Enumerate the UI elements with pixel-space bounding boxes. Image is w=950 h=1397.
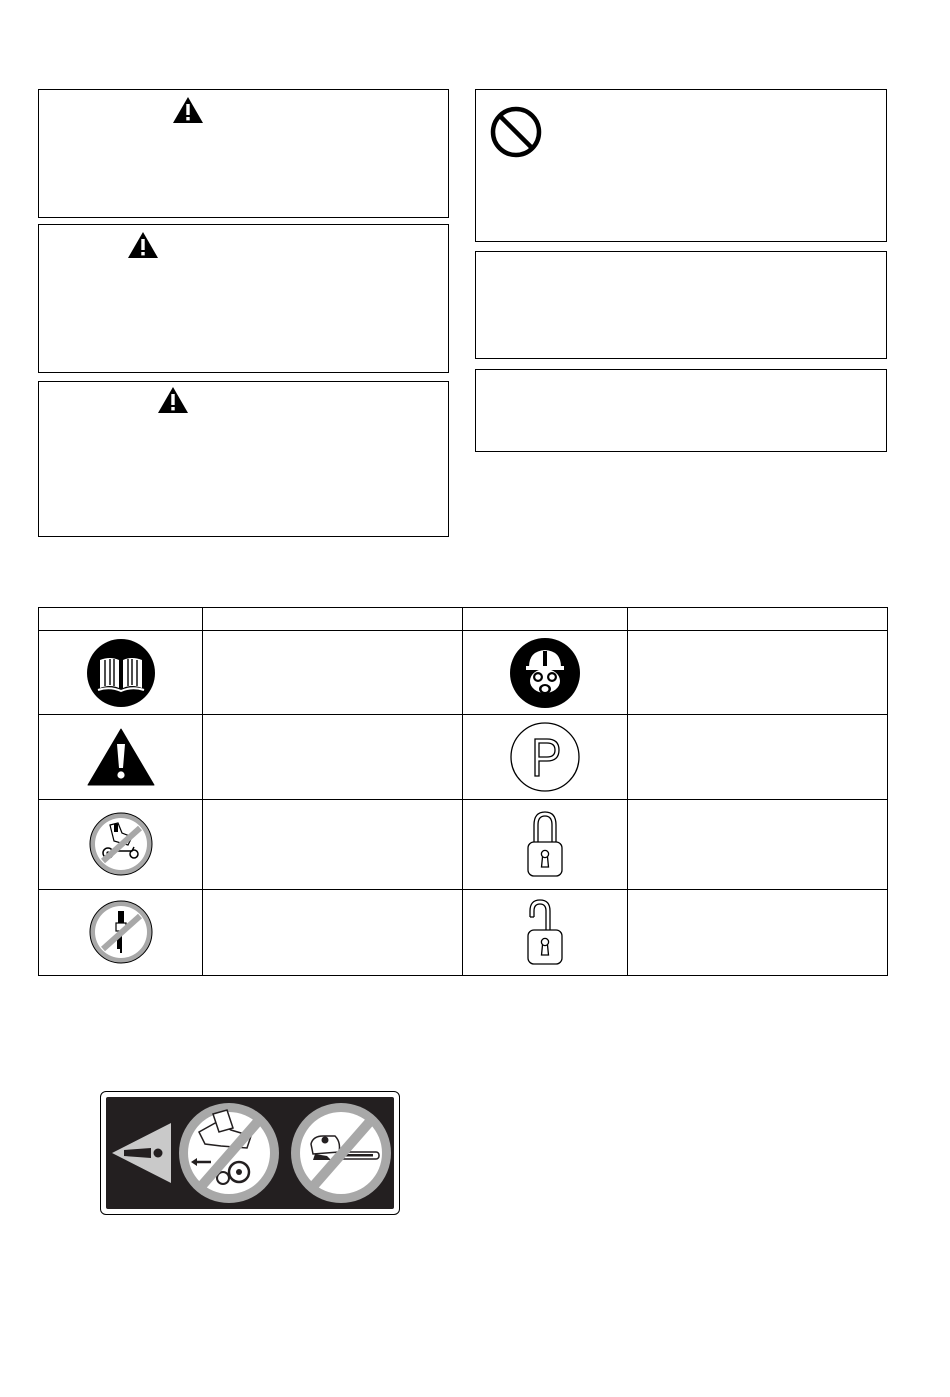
meaning-cell [628,715,888,799]
no-chainsaw-icon [291,1103,391,1203]
warning-triangle-icon [157,386,189,414]
meaning-cell [628,889,888,975]
warning-decal [100,1091,400,1215]
parking-p-icon [509,721,581,793]
notice-box-important [475,369,887,452]
no-wheel-cart-icon [179,1103,279,1203]
header-cell-meaning [628,608,888,631]
table-row [39,715,888,799]
warning-triangle-icon [127,231,159,259]
symbol-cell [463,799,628,889]
table-header-row [39,608,888,631]
meaning-cell [628,799,888,889]
notice-box-prohibited [475,89,887,242]
warning-triangle-icon [87,728,155,786]
symbol-cell [39,889,203,975]
notice-box-caution [38,381,449,537]
read-manual-icon [86,638,156,708]
symbol-cell [39,715,203,799]
meaning-cell [203,799,463,889]
warning-triangle-icon [172,96,204,124]
no-vertical-tool-icon [88,899,154,965]
notice-box-danger [38,89,449,218]
symbol-cell [463,715,628,799]
meaning-cell [203,715,463,799]
no-wheel-cart-icon [88,811,154,877]
symbol-cell [39,799,203,889]
locked-padlock-icon [525,809,565,879]
notice-box-warning [38,224,449,373]
header-cell-symbol [463,608,628,631]
header-cell-symbol [39,608,203,631]
prohibition-icon [488,104,544,160]
symbol-cell [463,889,628,975]
meaning-cell [628,631,888,715]
protective-equipment-icon [509,637,581,709]
table-row [39,799,888,889]
symbol-cell [463,631,628,715]
notice-box-note [475,251,887,359]
symbol-table [38,607,888,976]
table-row [39,631,888,715]
table-row [39,889,888,975]
meaning-cell [203,889,463,975]
header-cell-meaning [203,608,463,631]
unlocked-padlock-icon [525,897,565,967]
symbol-cell [39,631,203,715]
meaning-cell [203,631,463,715]
decal-artwork [101,1092,399,1214]
